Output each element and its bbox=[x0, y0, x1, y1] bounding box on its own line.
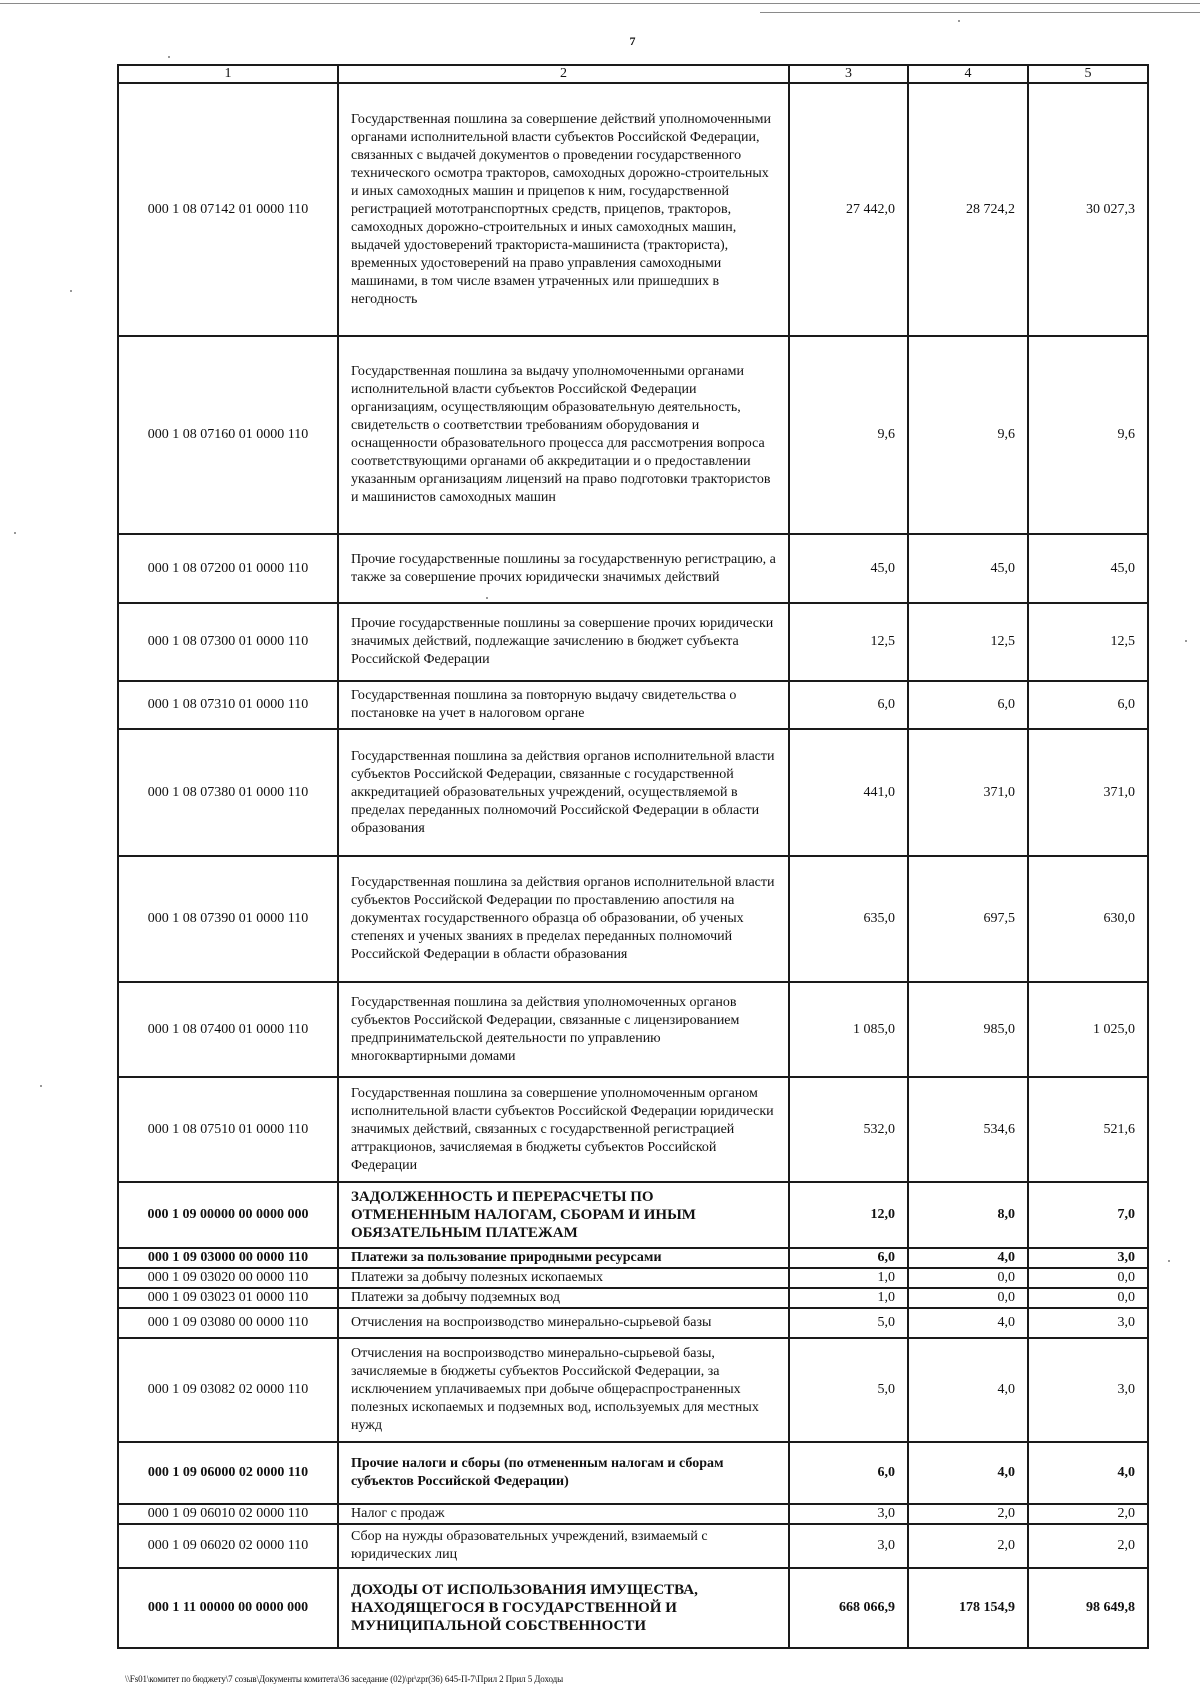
row-name: Государственная пошлина за действия органов исполнительной власти субъектов Российской Федерации по проставлению апостиля на документах государственного образца об образовании, об ученых степенях и ученых званиях в пределах переданных полномочий Российской Федерации в области образования bbox=[338, 856, 789, 982]
row-value-col3: 3,0 bbox=[789, 1504, 908, 1524]
scan-speck bbox=[958, 20, 960, 22]
row-value-col4: 45,0 bbox=[908, 534, 1028, 603]
row-name: Платежи за пользование природными ресурсами bbox=[338, 1248, 789, 1268]
scan-speck bbox=[1185, 640, 1187, 642]
table-row bbox=[118, 1442, 1148, 1504]
table-row bbox=[118, 603, 1148, 681]
row-value-col3: 6,0 bbox=[789, 1248, 908, 1268]
scan-speck bbox=[486, 597, 488, 599]
row-value-col5: 371,0 bbox=[1028, 729, 1148, 856]
row-value-col3: 3,0 bbox=[789, 1524, 908, 1568]
row-value-col5: 7,0 bbox=[1028, 1182, 1148, 1248]
row-value-col4: 178 154,9 bbox=[908, 1568, 1028, 1648]
row-code: 000 1 09 03023 01 0000 110 bbox=[118, 1288, 338, 1308]
table-row bbox=[118, 1248, 1148, 1268]
row-code: 000 1 11 00000 00 0000 000 bbox=[118, 1568, 338, 1648]
row-name: Государственная пошлина за совершение уполномоченным органом исполнительной власти субъектов Российской Федерации юридически значимых действий, связанных с государственной регистрацией аттракционов, зачисляемая в бюджеты субъектов Российской Федерации bbox=[338, 1077, 789, 1182]
table-row bbox=[118, 1182, 1148, 1248]
row-name: Прочие государственные пошлины за совершение прочих юридически значимых действий, подлежащие зачислению в бюджет субъекта Российской Федерации bbox=[338, 603, 789, 681]
scan-speck bbox=[40, 1085, 42, 1087]
row-name: Государственная пошлина за повторную выдачу свидетельства о постановке на учет в налоговом органе bbox=[338, 681, 789, 729]
column-number-row bbox=[118, 65, 1148, 83]
row-name: Отчисления на воспроизводство минерально-сырьевой базы, зачисляемые в бюджеты субъектов Российской Федерации, за исключением уплачиваемых при добыче общераспространенных полезных ископаемых и подземных вод, используемых для местных нужд bbox=[338, 1338, 789, 1442]
row-name: Прочие налоги и сборы (по отмененным налогам и сборам субъектов Российской Федерации) bbox=[338, 1442, 789, 1504]
row-code: 000 1 08 07142 01 0000 110 bbox=[118, 83, 338, 336]
row-value-col3: 9,6 bbox=[789, 336, 908, 534]
row-value-col5: 3,0 bbox=[1028, 1308, 1148, 1338]
row-value-col3: 1 085,0 bbox=[789, 982, 908, 1077]
table-row bbox=[118, 729, 1148, 856]
scan-speck bbox=[168, 56, 170, 58]
scan-edge-line bbox=[0, 3, 1200, 4]
row-value-col5: 9,6 bbox=[1028, 336, 1148, 534]
row-value-col4: 2,0 bbox=[908, 1524, 1028, 1568]
row-value-col4: 371,0 bbox=[908, 729, 1028, 856]
row-name: Государственная пошлина за действия органов исполнительной власти субъектов Российской Федерации, связанные с государственной аккредитацией образовательных учреждений, осуществляемой в пределах переданных полномочий Российской Федерации в области образования bbox=[338, 729, 789, 856]
row-value-col4: 4,0 bbox=[908, 1338, 1028, 1442]
row-name: Государственная пошлина за выдачу уполномоченными органами исполнительной власти субъектов Российской Федерации организациям, осуществляющим образовательную деятельность, свидетельств о соответствии требованиям оборудования и оснащенности образовательного процесса для рассмотрения вопроса соответствующими органами об аккредитации и о предоставлении указанным организациям лицензий на право подготовки трактористов и машинистов самоходных машин bbox=[338, 336, 789, 534]
row-value-col4: 697,5 bbox=[908, 856, 1028, 982]
column-number: 5 bbox=[1028, 65, 1148, 83]
row-value-col4: 0,0 bbox=[908, 1268, 1028, 1288]
row-code: 000 1 09 06010 02 0000 110 bbox=[118, 1504, 338, 1524]
row-value-col5: 45,0 bbox=[1028, 534, 1148, 603]
row-value-col3: 635,0 bbox=[789, 856, 908, 982]
row-value-col3: 12,0 bbox=[789, 1182, 908, 1248]
table-row bbox=[118, 1288, 1148, 1308]
row-value-col4: 985,0 bbox=[908, 982, 1028, 1077]
table-row bbox=[118, 1338, 1148, 1442]
scan-speck bbox=[1168, 1260, 1170, 1262]
row-value-col5: 3,0 bbox=[1028, 1338, 1148, 1442]
row-name: Платежи за добычу подземных вод bbox=[338, 1288, 789, 1308]
row-value-col3: 1,0 bbox=[789, 1288, 908, 1308]
table-row bbox=[118, 83, 1148, 336]
table-row bbox=[118, 1308, 1148, 1338]
table-row bbox=[118, 1504, 1148, 1524]
table-row bbox=[118, 982, 1148, 1077]
row-code: 000 1 08 07400 01 0000 110 bbox=[118, 982, 338, 1077]
row-value-col5: 6,0 bbox=[1028, 681, 1148, 729]
row-value-col5: 3,0 bbox=[1028, 1248, 1148, 1268]
table-row bbox=[118, 534, 1148, 603]
row-code: 000 1 09 06020 02 0000 110 bbox=[118, 1524, 338, 1568]
row-name: ДОХОДЫ ОТ ИСПОЛЬЗОВАНИЯ ИМУЩЕСТВА, НАХОДЯЩЕГОСЯ В ГОСУДАРСТВЕННОЙ И МУНИЦИПАЛЬНОЙ СОБСТВЕННОСТИ bbox=[338, 1568, 789, 1648]
row-code: 000 1 09 03020 00 0000 110 bbox=[118, 1268, 338, 1288]
column-number: 1 bbox=[118, 65, 338, 83]
row-code: 000 1 08 07380 01 0000 110 bbox=[118, 729, 338, 856]
table-row bbox=[118, 1268, 1148, 1288]
row-value-col3: 12,5 bbox=[789, 603, 908, 681]
row-value-col5: 12,5 bbox=[1028, 603, 1148, 681]
row-value-col3: 532,0 bbox=[789, 1077, 908, 1182]
row-value-col4: 0,0 bbox=[908, 1288, 1028, 1308]
row-code: 000 1 09 06000 02 0000 110 bbox=[118, 1442, 338, 1504]
revenue-table bbox=[117, 64, 1149, 1649]
row-value-col5: 2,0 bbox=[1028, 1524, 1148, 1568]
row-value-col4: 12,5 bbox=[908, 603, 1028, 681]
row-name: Государственная пошлина за действия уполномоченных органов субъектов Российской Федерации, связанные с лицензированием предпринимательской деятельности по управлению многоквартирными домами bbox=[338, 982, 789, 1077]
row-value-col5: 0,0 bbox=[1028, 1268, 1148, 1288]
row-value-col5: 0,0 bbox=[1028, 1288, 1148, 1308]
row-value-col4: 6,0 bbox=[908, 681, 1028, 729]
row-value-col4: 8,0 bbox=[908, 1182, 1028, 1248]
row-value-col4: 4,0 bbox=[908, 1308, 1028, 1338]
row-code: 000 1 08 07200 01 0000 110 bbox=[118, 534, 338, 603]
row-value-col5: 1 025,0 bbox=[1028, 982, 1148, 1077]
row-value-col3: 5,0 bbox=[789, 1308, 908, 1338]
row-value-col3: 27 442,0 bbox=[789, 83, 908, 336]
row-value-col5: 4,0 bbox=[1028, 1442, 1148, 1504]
scan-speck bbox=[14, 532, 16, 534]
row-value-col5: 30 027,3 bbox=[1028, 83, 1148, 336]
row-value-col3: 6,0 bbox=[789, 681, 908, 729]
page-number: 7 bbox=[629, 34, 636, 48]
row-name: ЗАДОЛЖЕННОСТЬ И ПЕРЕРАСЧЕТЫ ПО ОТМЕНЕННЫМ НАЛОГАМ, СБОРАМ И ИНЫМ ОБЯЗАТЕЛЬНЫМ ПЛАТЕЖАМ bbox=[338, 1182, 789, 1248]
row-value-col4: 28 724,2 bbox=[908, 83, 1028, 336]
row-name: Платежи за добычу полезных ископаемых bbox=[338, 1268, 789, 1288]
row-value-col3: 6,0 bbox=[789, 1442, 908, 1504]
table-row bbox=[118, 681, 1148, 729]
table-row bbox=[118, 1077, 1148, 1182]
row-name: Отчисления на воспроизводство минерально-сырьевой базы bbox=[338, 1308, 789, 1338]
file-path-footer: \\Fs01\комитет по бюджету\7 созыв\Документы комитета\36 заседание (02)\pr\zpr(36) 645-П-7\Прил 2 Прил 5 Доходы bbox=[125, 1674, 564, 1684]
column-number: 2 bbox=[338, 65, 789, 83]
row-code: 000 1 09 03082 02 0000 110 bbox=[118, 1338, 338, 1442]
row-code: 000 1 09 03080 00 0000 110 bbox=[118, 1308, 338, 1338]
row-value-col4: 9,6 bbox=[908, 336, 1028, 534]
row-value-col4: 2,0 bbox=[908, 1504, 1028, 1524]
table-row bbox=[118, 336, 1148, 534]
row-value-col5: 98 649,8 bbox=[1028, 1568, 1148, 1648]
scan-edge-line bbox=[760, 12, 1200, 13]
row-value-col5: 630,0 bbox=[1028, 856, 1148, 982]
row-code: 000 1 08 07300 01 0000 110 bbox=[118, 603, 338, 681]
column-number: 3 bbox=[789, 65, 908, 83]
row-value-col3: 1,0 bbox=[789, 1268, 908, 1288]
row-value-col5: 2,0 bbox=[1028, 1504, 1148, 1524]
row-value-col4: 534,6 bbox=[908, 1077, 1028, 1182]
table-row bbox=[118, 1568, 1148, 1648]
row-code: 000 1 08 07310 01 0000 110 bbox=[118, 681, 338, 729]
row-code: 000 1 08 07160 01 0000 110 bbox=[118, 336, 338, 534]
row-value-col3: 441,0 bbox=[789, 729, 908, 856]
row-value-col4: 4,0 bbox=[908, 1442, 1028, 1504]
row-value-col3: 45,0 bbox=[789, 534, 908, 603]
row-code: 000 1 09 03000 00 0000 110 bbox=[118, 1248, 338, 1268]
row-code: 000 1 09 00000 00 0000 000 bbox=[118, 1182, 338, 1248]
table-row bbox=[118, 856, 1148, 982]
column-number: 4 bbox=[908, 65, 1028, 83]
row-value-col3: 668 066,9 bbox=[789, 1568, 908, 1648]
row-name: Прочие государственные пошлины за государственную регистрацию, а также за совершение прочих юридически значимых действий bbox=[338, 534, 789, 603]
row-name: Сбор на нужды образовательных учреждений, взимаемый с юридических лиц bbox=[338, 1524, 789, 1568]
row-code: 000 1 08 07390 01 0000 110 bbox=[118, 856, 338, 982]
row-value-col5: 521,6 bbox=[1028, 1077, 1148, 1182]
scan-speck bbox=[70, 290, 72, 292]
row-name: Государственная пошлина за совершение действий уполномоченными органами исполнительной власти субъектов Российской Федерации, связанных с выдачей документов о проведении государственного технического осмотра тракторов, самоходных дорожно-строительных и иных самоходных машин и прицепов к ним, государственной регистрацией мототранспортных средств, прицепов, тракторов, самоходных дорожно-строительных и иных самоходных машин, выдачей удостоверений тракториста-машиниста (тракториста), временных удостоверений на право управления самоходными машинами, в том числе взамен утраченных или пришедших в негодность bbox=[338, 83, 789, 336]
table-row bbox=[118, 1524, 1148, 1568]
row-name: Налог с продаж bbox=[338, 1504, 789, 1524]
row-value-col4: 4,0 bbox=[908, 1248, 1028, 1268]
row-code: 000 1 08 07510 01 0000 110 bbox=[118, 1077, 338, 1182]
row-value-col3: 5,0 bbox=[789, 1338, 908, 1442]
